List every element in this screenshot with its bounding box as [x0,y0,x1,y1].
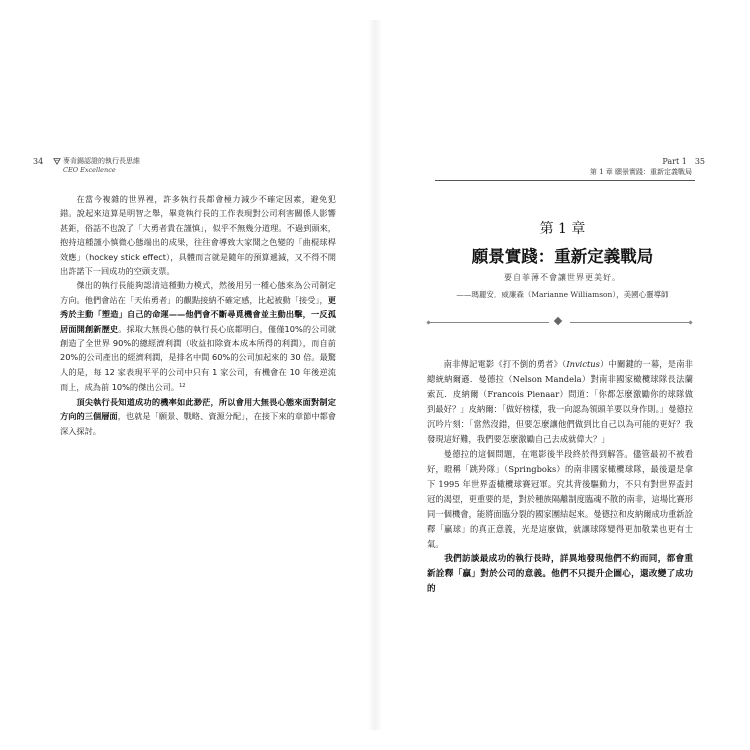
right-paragraph-2: 曼德拉的這個問題，在電影後半段終於得到解答。儘管最初不被看好，瞪稱「跳羚隊」（Springboks）的南非國家橄欖球隊，最後還是拿下 1995 年世界盃橄欖球賽冠軍。究其背後驅動力，不只有對世界盃封冠的渴望，更重要的是，對於種族隔離制度臨魂不散的南非，這場比賽形同一個機會，能將面臨分裂的國家團結起來。曼德拉和皮納爾成功重新詮釋「贏球」的真正意義，光是這麼做，就讓球隊變得更加敬業也更有士氣。 [427,449,693,549]
divider-tip-right [688,320,692,324]
part-label: Part 1 [662,157,687,166]
right-header-part [662,157,705,166]
book-logo-icon [53,157,61,165]
right-body-text [427,357,693,597]
divider-line-left [427,322,549,323]
header-rule [435,180,695,181]
chapter-title: 願景實踐：重新定義戰局 [471,247,654,266]
left-body-text [60,192,336,438]
right-header-chapter: 第 1 章 願景實踐：重新定義戰局 [589,168,692,176]
left-paragraph-2: 傑出的執行長能夠認清這種動力模式，然後用另一種心態來為公司制定方向。他們會站在「天佑勇者」的觀點接納不確定感，比起被動「接受」，更秀於主動「塑造」自己的命運——他們會不斷尋覓機會並主動出擊，一反孤居面開創新歷史。採取大無畏心態的執行長心底都明白，僅僅10%的公司就創造了全世界 90%的總經濟利潤（收益扣除資本成本所得的利潤），而自前 20%的公司產出的經濟利潤，是排名中間 60%的公司加起來的 30 倍。最驚人的是，每 12 家表現平平的公司中只有 1 家公司，有機會在 10 年後逆流而上，成為前 10%的傑出公司。$^{12}$ [60,280,336,393]
left-paragraph-1: 在當今複雜的世界裡，許多執行長都會極力減少不確定因素，避免犯錯。說起來這算是明智之舉，畢竟執行長的工作表現對公司利害關係人影響甚鉅，俗話不也說了「大勇者貴在謹慎」，似乎不無幾分道理。不過到頭來，抱持這種謹小慎微心態端出的成果，往往會導致大家聞之色變的「曲棍球桿效應」（hockey stick effect），具體而言就是隨年的預算遞減，又不得不開出許諾下一回成功的空頭支票。 [60,194,336,277]
left-header-subtitle: CEO Excellence [63,166,116,174]
epigraph-author: ——瑪麗安．威廉森（Marianne Williamson），美國心靈導師 [456,290,669,299]
chapter-number: 第 1 章 [539,221,586,237]
epigraph-quote: 要自菲薄不會讓世界更美好。 [504,273,621,282]
divider-line-right [570,322,692,323]
left-page-number: 34 [33,157,44,166]
right-paragraph-3: 我們訪談最成功的執行長時，詳異地發現他們不約而同，都會重新詮釋「贏」對於公司的意義。他們不只提升企圖心，還改變了成功的 [427,554,693,594]
ornamental-divider [427,318,692,326]
divider-diamond-icon [554,317,562,325]
right-page [375,0,750,750]
left-header-title: 麥肯錫認證的執行長思維 [63,157,140,165]
right-paragraph-1: 南非傳記電影《打不倒的勇者》（Invictus）中關鍵的一幕，是南非總統納爾遜．曼德拉（Nelson Mandela）對南非國家橄欖球隊長法蘭索瓦．皮納爾（Francois Pienaar）問道：「你都怎麼激勵你的球隊做到最好？」皮納爾：「做好榜樣，我一向認為領頭羊要以身作則。」曼德拉沉吟片刻：「當然沒錯，但要怎麼讓他們做到比自己以為可能的更好？我發現這好難，我們要怎麼激勵自己去成就偉大？」 [427,359,693,444]
left-paragraph-3: 頂尖執行長知道成功的機率如此渺茫，所以會用大無畏心態來面對制定方向的三個層面，也就是「願景、戰略、資源分配」，在接下來的章節中都會深入探討。 [60,396,336,436]
footnote-marker: 12 [179,383,186,390]
right-page-number: 35 [694,157,705,166]
